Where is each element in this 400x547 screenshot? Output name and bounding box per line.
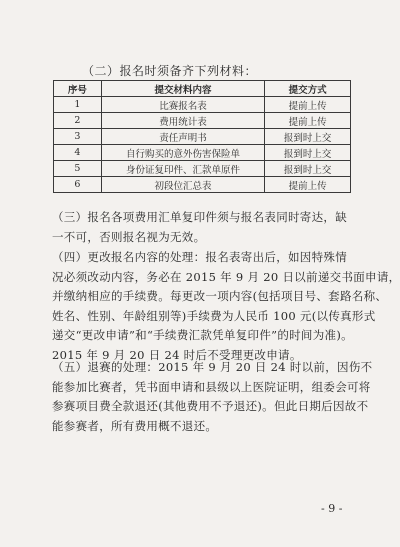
paragraph-withdrawal bbox=[52, 358, 373, 436]
table-header-row bbox=[54, 81, 351, 97]
paragraph-line: （五）退赛的处理：2015 年 9 月 20 日 24 时以前，因伤不 bbox=[52, 360, 373, 374]
table-row bbox=[54, 161, 351, 177]
table-row bbox=[54, 145, 351, 161]
paragraph-line: 况必须改动内容，务必在 2015 年 9 月 20 日以前递交书面申请， bbox=[52, 269, 400, 284]
row-method: 提前上传 bbox=[265, 97, 351, 113]
row-method: 提前上传 bbox=[265, 113, 351, 129]
paragraph-line: （三）报名各项费用汇单复印件须与报名表同时寄达，缺 bbox=[52, 210, 347, 224]
paragraph-registration-fees bbox=[52, 208, 356, 247]
section-heading: （二）报名时须备齐下列材料： bbox=[82, 64, 258, 78]
paragraph-change-request bbox=[52, 248, 400, 365]
paragraph-line: 能参赛者，所有费用概不退还。 bbox=[52, 418, 218, 433]
row-material: 初段位汇总表 bbox=[101, 177, 264, 193]
paragraph-line: 姓名、性别、年龄组别等)手续费为人民币 100 元(以传真形式 bbox=[52, 308, 376, 323]
row-index: 2 bbox=[54, 113, 102, 129]
row-material: 比赛报名表 bbox=[101, 97, 264, 113]
row-method: 提前上传 bbox=[265, 177, 351, 193]
row-method: 报到时上交 bbox=[265, 129, 351, 145]
paragraph-line: 一不可，否则报名视为无效。 bbox=[52, 229, 206, 244]
header-index: 序号 bbox=[54, 81, 102, 97]
row-material: 身份证复印件、汇款单原件 bbox=[101, 161, 264, 177]
row-index: 5 bbox=[54, 161, 102, 177]
materials-table bbox=[53, 80, 351, 193]
paragraph-line: （四）更改报名内容的处理：报名表寄出后，如因特殊情 bbox=[52, 250, 347, 264]
paragraph-line: 并缴纳相应的手续费。每更改一项内容(包括项目号、套路名称、 bbox=[52, 289, 388, 303]
paragraph-line: 2015 年 9 月 20 日 24 时后不受理更改申请。 bbox=[52, 347, 302, 362]
header-method: 提交方式 bbox=[265, 81, 351, 97]
header-material: 提交材料内容 bbox=[101, 81, 264, 97]
table-row bbox=[54, 97, 351, 113]
row-material: 自行购买的意外伤害保险单 bbox=[101, 145, 264, 161]
paragraph-line: 能参加比赛者，凭书面申请和县级以上医院证明，组委会可将 bbox=[52, 379, 371, 394]
row-method: 报到时上交 bbox=[265, 161, 351, 177]
table-row bbox=[54, 113, 351, 129]
page-number: - 9 - bbox=[321, 502, 343, 515]
table-row bbox=[54, 177, 351, 193]
row-material: 费用统计表 bbox=[101, 113, 264, 129]
row-material: 责任声明书 bbox=[101, 129, 264, 145]
table-row bbox=[54, 129, 351, 145]
row-index: 4 bbox=[54, 145, 102, 161]
row-index: 1 bbox=[54, 97, 102, 113]
row-method: 报到时上交 bbox=[265, 145, 351, 161]
paragraph-line: 递交“更改申请”和“手续费汇款凭单复印件”的时间为准)。 bbox=[52, 328, 353, 342]
row-index: 3 bbox=[54, 129, 102, 145]
row-index: 6 bbox=[54, 177, 102, 193]
paragraph-line: 参赛项目费全款退还(其他费用不予退还)。但此日期后因故不 bbox=[52, 399, 369, 413]
